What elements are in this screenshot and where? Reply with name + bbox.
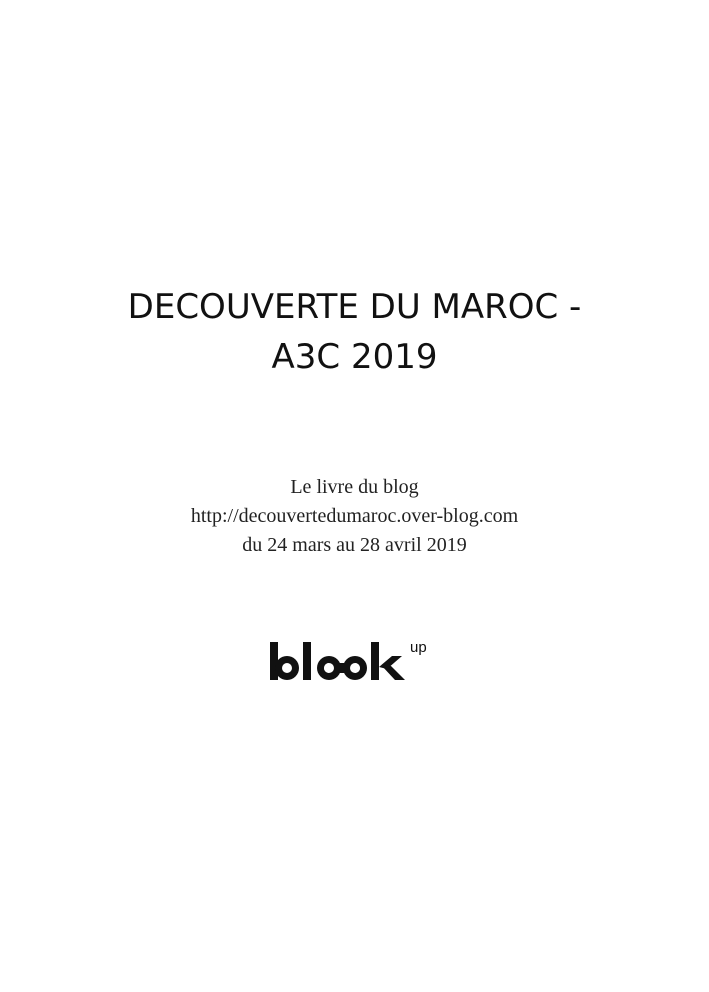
blog-url: http://decouvertedumaroc.over-blog.com bbox=[190, 505, 519, 527]
book-title bbox=[0, 282, 709, 382]
book-subtitle bbox=[0, 473, 709, 560]
book-title-line-2: A3C 2019 bbox=[271, 337, 438, 377]
logo-superscript: up bbox=[410, 639, 427, 656]
blookup-logo bbox=[268, 636, 443, 686]
book-title-line-1: DECOUVERTE DU MAROC - bbox=[127, 287, 582, 327]
subtitle-line-1: Le livre du blog bbox=[290, 476, 419, 498]
date-range: du 24 mars au 28 avril 2019 bbox=[242, 534, 467, 556]
